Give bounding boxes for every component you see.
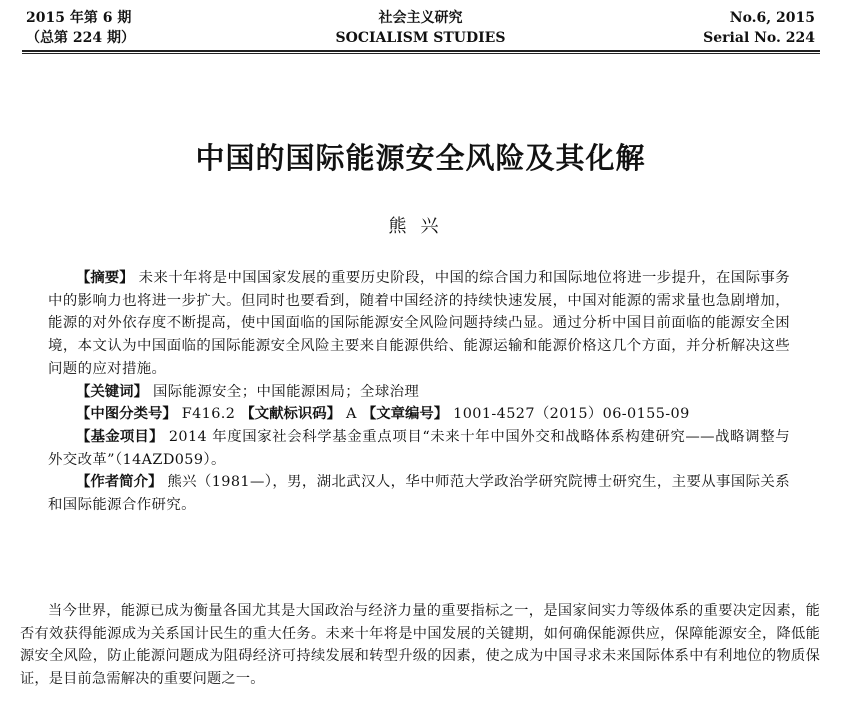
clc-value: F416.2 bbox=[181, 406, 236, 423]
article-number-label: 【文章编号】 bbox=[361, 405, 449, 423]
article-author: 熊兴 bbox=[388, 216, 453, 237]
clc-label: 【中图分类号】 bbox=[76, 405, 177, 423]
keywords-text: 国际能源安全；中国能源困局；全球治理 bbox=[152, 383, 420, 400]
issue-number-en: No.6, 2015 bbox=[729, 10, 815, 26]
funding-paragraph bbox=[48, 426, 790, 471]
article-number-value: 1001-4527（2015）06-0155-09 bbox=[453, 406, 690, 423]
header-rule-thin bbox=[22, 53, 820, 54]
keywords-paragraph bbox=[48, 381, 790, 404]
journal-header bbox=[0, 0, 841, 54]
issue-info-en bbox=[703, 8, 815, 48]
abstract-paragraph bbox=[48, 267, 790, 381]
classification-paragraph bbox=[48, 403, 790, 426]
issue-number: 2015 年第 6 期 bbox=[26, 10, 132, 26]
keywords-label: 【关键词】 bbox=[76, 382, 148, 400]
abstract-text: 未来十年将是中国国家发展的重要历史阶段，中国的综合国力和国际地位将进一步提升，在国际事务中的影响力也将进一步扩大。但同时也要看到，随着中国经济的持续快速发展，中国对能源的需求量也急剧增加，能源的对外依存度不断提高，使中国面临的国际能源安全风险问题持续凸显。通过分析中国目前面临的能源安全困境，本文认为中国面临的国际能源安全风险主要来自能源供给、能源运输和能源价格这几个方面，并分析解决这些问题的应对措施。 bbox=[48, 270, 790, 377]
journal-name-cn: 社会主义研究 bbox=[378, 10, 463, 26]
author-bio-label: 【作者简介】 bbox=[76, 473, 163, 491]
funding-label: 【基金项目】 bbox=[76, 427, 164, 445]
front-matter bbox=[48, 267, 790, 517]
author-bio-paragraph bbox=[48, 471, 790, 516]
body-text bbox=[20, 600, 820, 690]
author-bio-text: 熊兴（1981—），男，湖北武汉人，华中师范大学政治学研究院博士研究生，主要从事国际关系和国际能源合作研究。 bbox=[48, 474, 790, 514]
journal-name-en: SOCIALISM STUDIES bbox=[335, 30, 506, 46]
serial-number-en: Serial No. 224 bbox=[703, 30, 815, 46]
header-rule bbox=[22, 50, 820, 52]
doc-code-value: A bbox=[346, 406, 357, 423]
doc-code-label: 【文献标识码】 bbox=[240, 405, 342, 423]
funding-text: 2014 年度国家社会科学基金重点项目“未来十年中国外交和战略体系构建研究——战略调整与外交改革”（14AZD059）。 bbox=[48, 428, 790, 468]
body-paragraph: 当今世界，能源已成为衡量各国尤其是大国政治与经济力量的重要指标之一，是国家间实力等级体系的重要决定因素，能否有效获得能源成为关系国计民生的重大任务。未来十年将是中国发展的关键期，如何确保能源供应，保障能源安全，降低能源安全风险，防止能源问题成为阻碍经济可持续发展和转型升级的因素，使之成为中国寻求未来国际体系中有利地位的物质保证，是目前急需解决的重要问题之一。 bbox=[20, 603, 820, 687]
abstract-label: 【摘要】 bbox=[76, 269, 134, 286]
article-title: 中国的国际能源安全风险及其化解 bbox=[195, 141, 646, 175]
serial-number-cn: （总第 224 期） bbox=[26, 30, 135, 46]
